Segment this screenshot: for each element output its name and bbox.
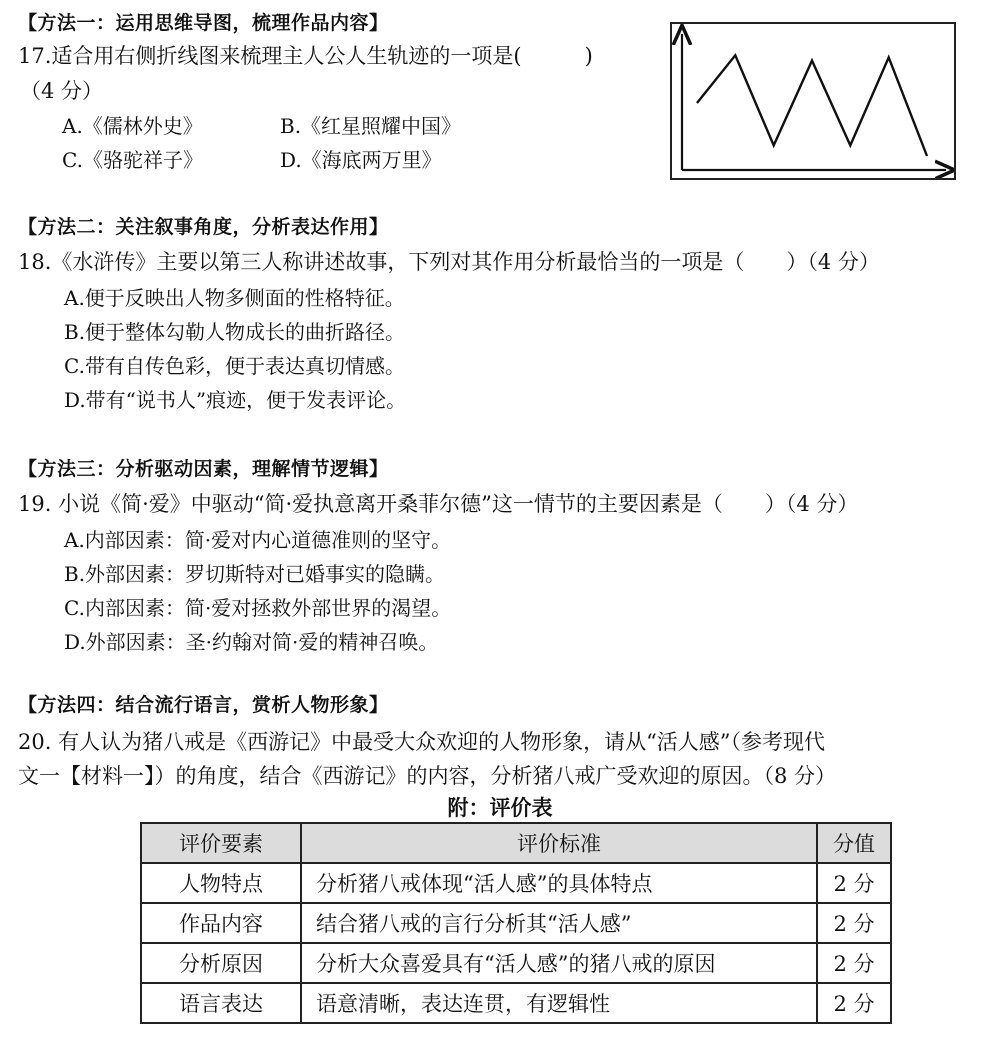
question-19-stem: 19. 小说《简·爱》中驱动“简·爱执意离开桑菲尔德”这一情节的主要因素是（ ）（4 分） bbox=[18, 492, 859, 516]
q18-option-d: D.带有“说书人”痕迹，便于发表评论。 bbox=[64, 388, 407, 412]
q19-option-c: C.内部因素：简·爱对拯救外部世界的渴望。 bbox=[64, 596, 452, 620]
chart-canvas bbox=[672, 24, 954, 178]
q17-option-b: B.《红星照耀中国》 bbox=[280, 114, 462, 138]
cell-score: 2 分 bbox=[817, 903, 891, 943]
table-caption: 附：评价表 bbox=[447, 795, 553, 820]
trajectory-line-chart bbox=[670, 22, 956, 180]
q18-option-c: C.带有自传色彩，便于表达真切情感。 bbox=[64, 354, 405, 378]
table-header-row bbox=[141, 823, 891, 863]
cell-criteria: 结合猪八戒的言行分析其“活人感” bbox=[301, 903, 817, 943]
q18-option-a: A.便于反映出人物多侧面的性格特征。 bbox=[64, 286, 405, 310]
cell-element: 语言表达 bbox=[141, 983, 301, 1023]
question-20-stem-line1: 20. 有人认为猪八戒是《西游记》中最受大众欢迎的人物形象，请从“活人感”（参考现代 bbox=[18, 730, 826, 754]
q17-option-c: C.《骆驼祥子》 bbox=[62, 148, 203, 172]
evaluation-table bbox=[140, 822, 892, 1024]
table-row bbox=[141, 983, 891, 1023]
table-row bbox=[141, 943, 891, 983]
question-17-score: （4 分） bbox=[20, 79, 104, 103]
header-element: 评价要素 bbox=[141, 823, 301, 863]
cell-score: 2 分 bbox=[817, 863, 891, 903]
cell-score: 2 分 bbox=[817, 983, 891, 1023]
q17-option-a: A.《儒林外史》 bbox=[62, 114, 203, 138]
table-row bbox=[141, 903, 891, 943]
cell-element: 人物特点 bbox=[141, 863, 301, 903]
question-17-stem: 17.适合用右侧折线图来梳理主人公人生轨迹的一项是( ) bbox=[18, 44, 593, 68]
section-2-heading: 【方法二：关注叙事角度，分析表达作用】 bbox=[18, 216, 389, 238]
table-row bbox=[141, 863, 891, 903]
cell-criteria: 分析猪八戒体现“活人感”的具体特点 bbox=[301, 863, 817, 903]
q19-option-a: A.内部因素：简·爱对内心道德准则的坚守。 bbox=[64, 528, 452, 552]
header-criteria: 评价标准 bbox=[301, 823, 817, 863]
question-18-stem: 18.《水浒传》主要以第三人称讲述故事，下列对其作用分析最恰当的一项是（ ）（4 分） bbox=[18, 250, 880, 274]
cell-criteria: 语意清晰，表达连贯，有逻辑性 bbox=[301, 983, 817, 1023]
q19-option-d: D.外部因素：圣·约翰对简·爱的精神召唤。 bbox=[64, 630, 439, 654]
section-4-heading: 【方法四：结合流行语言，赏析人物形象】 bbox=[18, 694, 389, 716]
q17-option-d: D.《海底两万里》 bbox=[280, 148, 442, 172]
cell-element: 分析原因 bbox=[141, 943, 301, 983]
q18-option-b: B.便于整体勾勒人物成长的曲折路径。 bbox=[64, 320, 406, 344]
cell-element: 作品内容 bbox=[141, 903, 301, 943]
cell-score: 2 分 bbox=[817, 943, 891, 983]
q19-option-b: B.外部因素：罗切斯特对已婚事实的隐瞒。 bbox=[64, 562, 446, 586]
section-3-heading: 【方法三：分析驱动因素，理解情节逻辑】 bbox=[18, 458, 389, 480]
cell-criteria: 分析大众喜爱具有“活人感”的猪八戒的原因 bbox=[301, 943, 817, 983]
trajectory-line bbox=[697, 55, 927, 156]
question-20-stem-line2: 文一【材料一】）的角度，结合《西游记》的内容，分析猪八戒广受欢迎的原因。（8 分） bbox=[18, 764, 837, 788]
section-1-heading: 【方法一：运用思维导图，梳理作品内容】 bbox=[18, 12, 389, 34]
header-score: 分值 bbox=[817, 823, 891, 863]
